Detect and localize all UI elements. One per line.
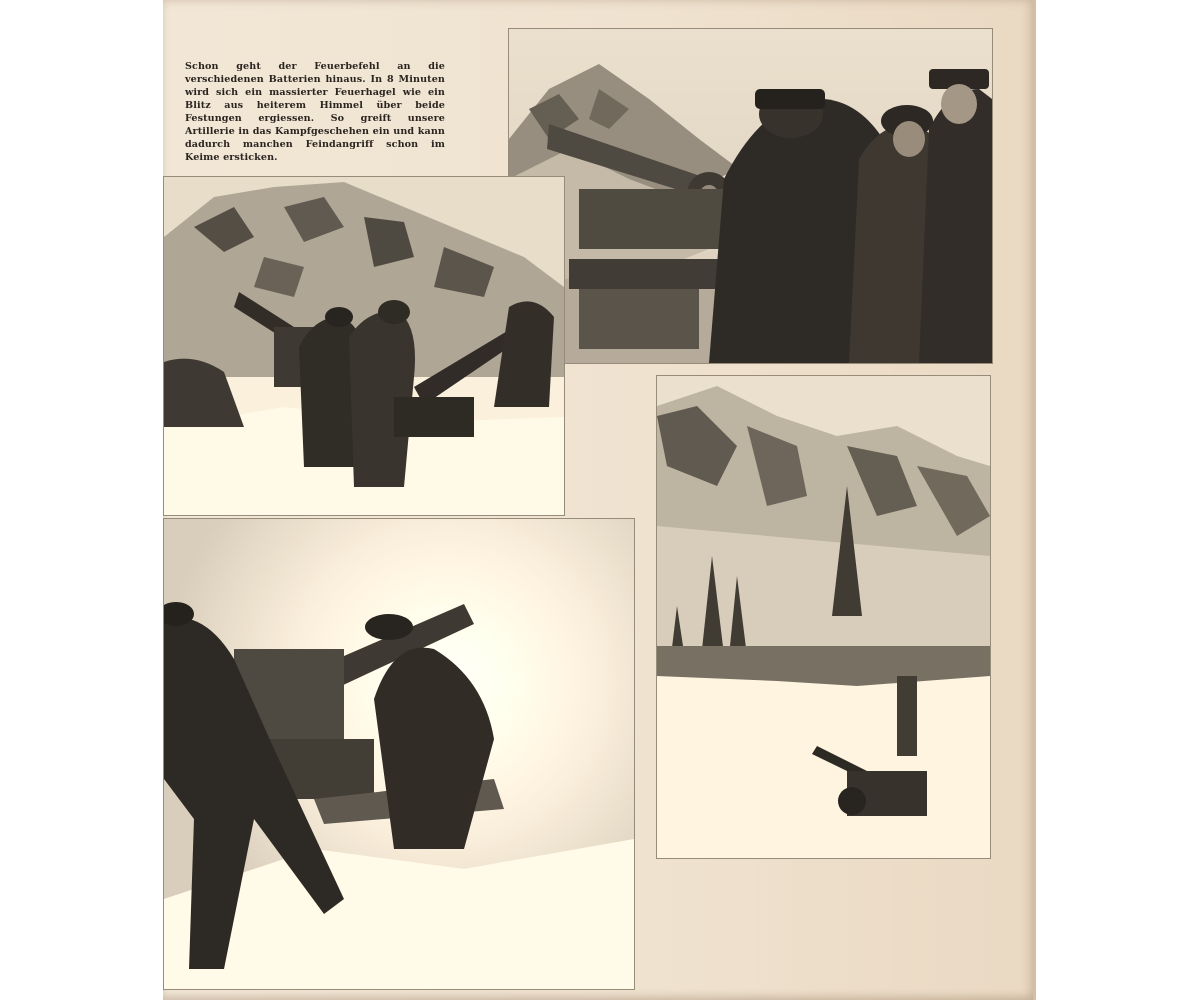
photo-crew-moving-howitzer-image	[164, 177, 564, 515]
photo-gunners-aiming	[508, 28, 993, 364]
photo-alpine-valley-gun	[656, 375, 991, 859]
photo-alpine-valley-gun-image	[657, 376, 990, 858]
photo-gunners-aiming-image	[509, 29, 992, 363]
photo-gun-crew-firing	[163, 518, 635, 990]
magazine-page	[163, 0, 1036, 1000]
photo-gun-crew-firing-image	[164, 519, 634, 989]
photo-crew-moving-howitzer	[163, 176, 565, 516]
article-caption: Schon geht der Feuerbefehl an die verschiedenen Batterien hinaus. In 8 Minuten wird sich ein massierter Feuerhagel wie ein Blitz aus heiterem Himmel über beide Festungen ergiessen. So greift unsere Artillerie in das Kampfgeschehen ein und kann dadurch manchen Feindangriff schon im Keime ersticken.	[185, 60, 445, 163]
